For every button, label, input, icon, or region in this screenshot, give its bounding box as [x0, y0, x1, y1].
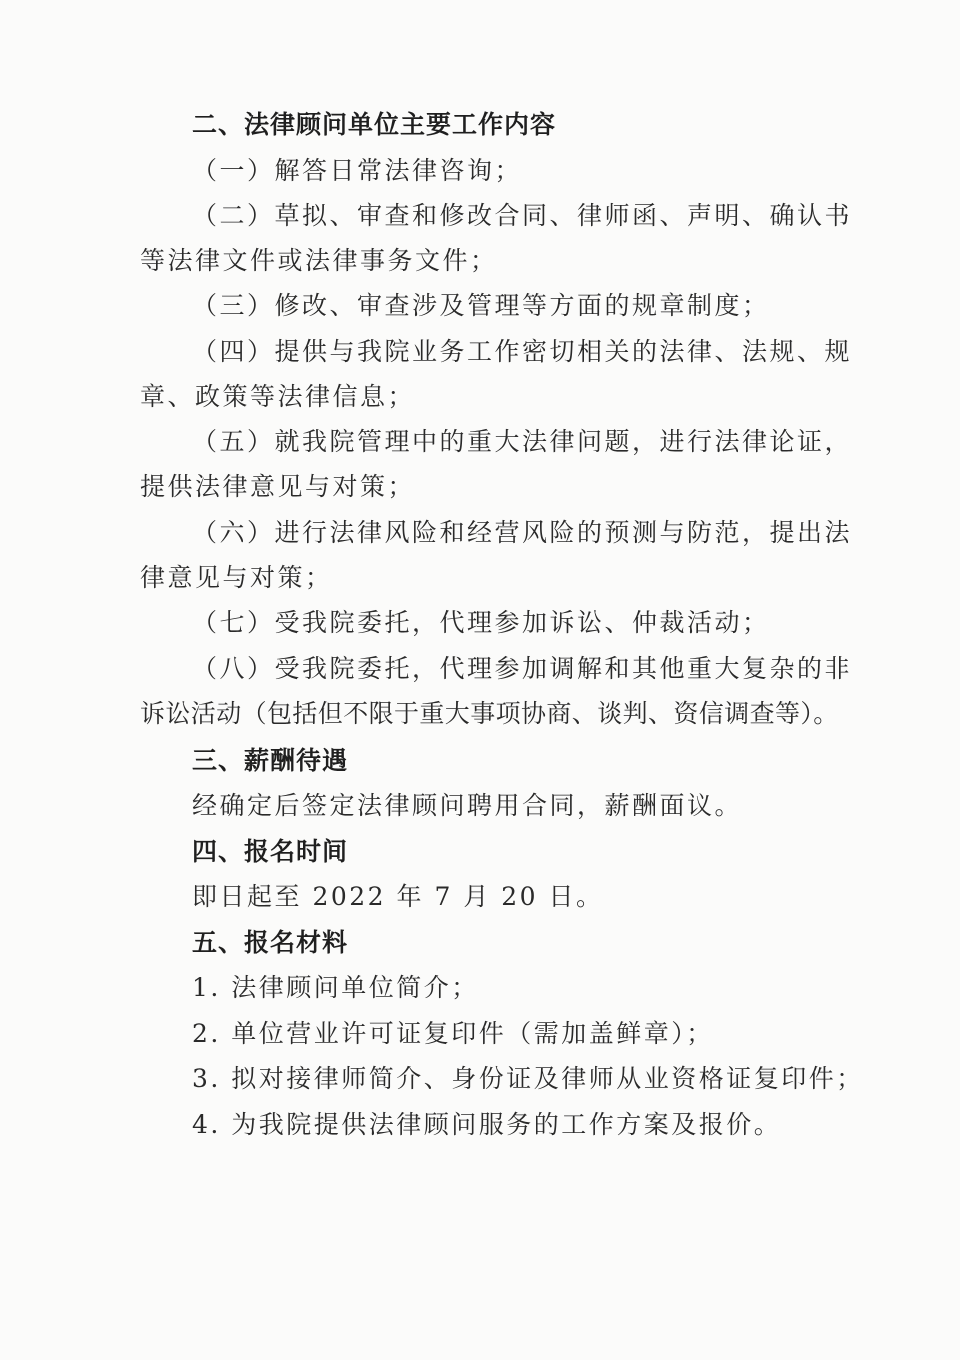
section-heading-materials: 五、报名材料 — [192, 928, 349, 957]
material-item-2: 2. 单位营业许可证复印件（需加盖鲜章）； — [192, 1019, 714, 1048]
work-item-7: （七）受我院委托，代理参加诉讼、仲裁活动； — [192, 608, 770, 637]
section-heading-salary: 三、薪酬待遇 — [192, 746, 349, 775]
salary-text: 经确定后签定法律顾问聘用合同，薪酬面议。 — [192, 791, 743, 820]
section-heading-registration-time: 四、报名时间 — [192, 837, 349, 866]
work-item-8-line-2: 诉讼活动（包括但不限于重大事项协商、谈判、资信调查等）。 — [140, 699, 839, 728]
material-item-1: 1. 法律顾问单位简介； — [192, 973, 479, 1002]
work-item-5-line-1: （五）就我院管理中的重大法律问题，进行法律论证， — [192, 427, 853, 456]
material-item-3: 3. 拟对接律师简介、身份证及律师从业资格证复印件； — [192, 1064, 864, 1093]
work-item-4-line-1: （四）提供与我院业务工作密切相关的法律、法规、规 — [192, 337, 853, 366]
work-item-8-line-1: （八）受我院委托，代理参加调解和其他重大复杂的非 — [192, 654, 853, 683]
work-item-1: （一）解答日常法律咨询； — [192, 156, 523, 185]
work-item-6-line-2: 律意见与对策； — [140, 563, 333, 592]
registration-time-text: 即日起至 2022 年 7 月 20 日。 — [192, 882, 604, 911]
work-item-2-line-2: 等法律文件或法律事务文件； — [140, 246, 498, 275]
work-item-2-line-1: （二）草拟、审查和修改合同、律师函、声明、确认书 — [192, 201, 853, 230]
material-item-4: 4. 为我院提供法律顾问服务的工作方案及报价。 — [192, 1110, 782, 1139]
work-item-5-line-2: 提供法律意见与对策； — [140, 472, 416, 501]
work-item-6-line-1: （六）进行法律风险和经营风险的预测与防范，提出法 — [192, 518, 853, 547]
section-heading-work-content: 二、法律顾问单位主要工作内容 — [192, 110, 557, 139]
work-item-3: （三）修改、审查涉及管理等方面的规章制度； — [192, 291, 770, 320]
work-item-4-line-2: 章、政策等法律信息； — [140, 382, 416, 411]
